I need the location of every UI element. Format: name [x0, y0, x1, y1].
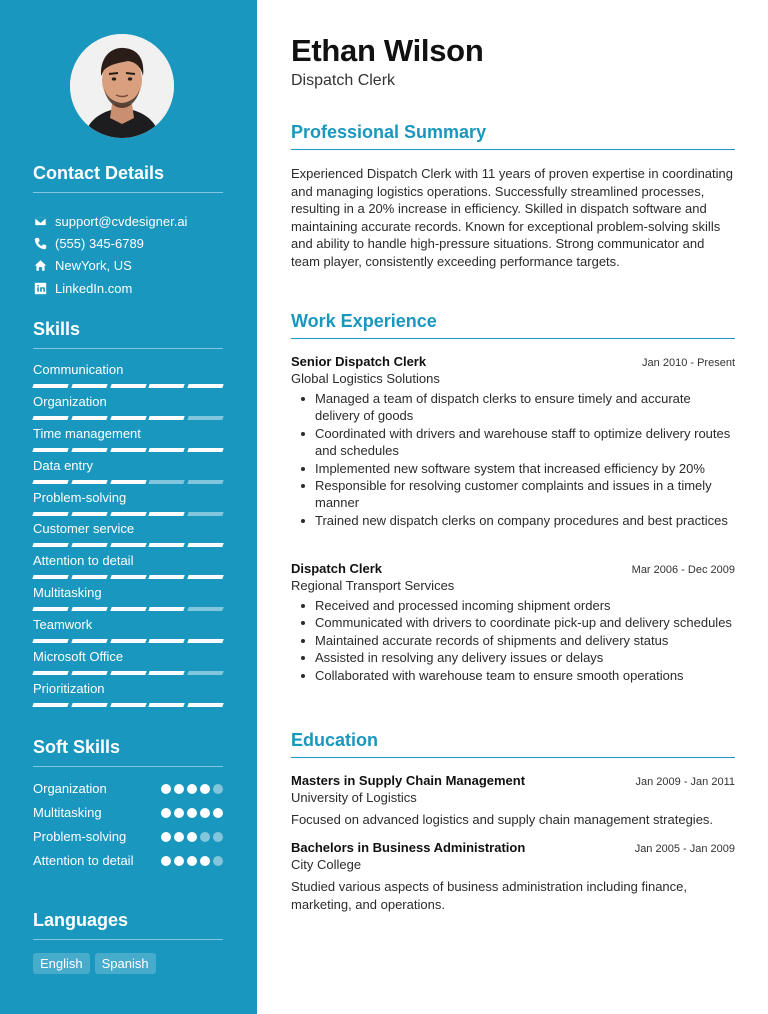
envelope-icon — [33, 214, 47, 228]
contact-text: support@cvdesigner.ai — [55, 213, 188, 229]
rating-dot — [187, 856, 197, 866]
rating-dot — [174, 856, 184, 866]
skill-level-segment — [71, 671, 107, 675]
job-role: Senior Dispatch Clerk — [291, 354, 427, 369]
skill-level-segment — [71, 448, 107, 452]
education-date: Jan 2009 - Jan 2011 — [635, 776, 735, 788]
skill-level-segment — [187, 671, 223, 675]
rating-dot — [213, 784, 223, 794]
skill-level-bar — [33, 384, 223, 388]
skill-level-segment — [32, 512, 68, 516]
education-heading: Education — [291, 730, 735, 758]
contact-text: NewYork, US — [55, 258, 132, 274]
skill-level-segment — [149, 448, 185, 452]
skill-item — [33, 458, 223, 490]
rating-dot — [161, 856, 171, 866]
skill-level-bar — [33, 703, 223, 707]
home-icon — [33, 259, 47, 273]
skill-name: Communication — [33, 362, 124, 377]
skill-level-segment — [149, 384, 185, 388]
skill-name: Attention to detail — [33, 553, 134, 569]
soft-skill-rating — [161, 832, 223, 842]
education-entry — [291, 773, 735, 829]
skill-level-segment — [110, 480, 146, 484]
skill-level-bar — [33, 671, 223, 675]
skill-level-segment — [71, 512, 107, 516]
skill-item — [33, 490, 223, 522]
skill-level-segment — [32, 448, 68, 452]
skills-heading: Skills — [33, 319, 223, 349]
skill-level-segment — [110, 543, 146, 547]
skill-level-segment — [71, 607, 107, 611]
job-company: Global Logistics Solutions — [291, 371, 440, 386]
skill-level-segment — [32, 543, 68, 547]
skill-level-segment — [187, 639, 223, 643]
skills-list — [33, 362, 223, 713]
skill-level-segment — [71, 480, 107, 484]
bullet-item: Assisted in resolving any delivery issues or delays — [291, 649, 735, 666]
soft-skill-rating — [161, 784, 223, 794]
bullet-item: Collaborated with warehouse team to ensure smooth operations — [291, 667, 735, 684]
rating-dot — [200, 832, 210, 842]
skill-level-segment — [71, 416, 107, 420]
skill-level-segment — [71, 384, 107, 388]
rating-dot — [213, 832, 223, 842]
skill-name: Problem-solving — [33, 489, 127, 505]
soft-skill-name: Problem-solving — [33, 829, 127, 844]
language-tag: English — [33, 953, 90, 974]
skill-level-segment — [110, 384, 146, 388]
rating-dot — [187, 784, 197, 794]
job-bullets — [291, 597, 735, 684]
skill-level-segment — [187, 607, 223, 611]
summary-text: Experienced Dispatch Clerk with 11 years of proven expertise in coordinating and managing logistics operations. Successfully streamlined processes, resulting in a 20% increase in efficiency. Skilled in dispatch software and maintaining accurate records. Known for exceptional problem-solving skills and ability to handle high-pressure situations. Strong communicator and team player, consistently exceeding performance targets. — [291, 166, 733, 269]
rating-dot — [187, 808, 197, 818]
skill-level-bar — [33, 607, 223, 611]
skill-level-segment — [110, 448, 146, 452]
skill-level-segment — [110, 512, 146, 516]
bullet-item: Maintained accurate records of shipments and delivery status — [291, 632, 735, 649]
skill-level-segment — [110, 575, 146, 579]
bullet-item: Coordinated with drivers and warehouse staff to optimize delivery routes and schedules — [291, 425, 735, 460]
language-tag: Spanish — [95, 953, 156, 974]
skill-item — [33, 649, 223, 681]
experience-heading: Work Experience — [291, 311, 735, 339]
linkedin-icon — [33, 281, 47, 295]
soft-skill-item — [33, 828, 223, 846]
sidebar — [0, 0, 257, 1014]
skill-level-segment — [32, 607, 68, 611]
candidate-name: Ethan Wilson — [291, 33, 484, 68]
skill-level-bar — [33, 512, 223, 516]
skill-name: Customer service — [33, 521, 135, 537]
soft-skill-item — [33, 780, 223, 798]
education-entry — [291, 840, 735, 913]
skill-level-segment — [32, 703, 68, 707]
rating-dot — [200, 808, 210, 818]
skill-level-segment — [149, 416, 185, 420]
skill-level-segment — [32, 384, 68, 388]
skill-level-segment — [71, 543, 107, 547]
rating-dot — [213, 808, 223, 818]
skill-level-segment — [32, 575, 68, 579]
languages-heading: Languages — [33, 910, 223, 940]
skill-level-segment — [32, 671, 68, 675]
skill-level-segment — [149, 543, 185, 547]
skill-name: Data entry — [33, 457, 93, 473]
rating-dot — [200, 784, 210, 794]
skill-level-segment — [149, 639, 185, 643]
skill-level-segment — [187, 384, 223, 388]
skill-item — [33, 617, 223, 649]
skill-level-segment — [32, 480, 68, 484]
skill-level-segment — [149, 607, 185, 611]
rating-dot — [161, 784, 171, 794]
bullet-item: Received and processed incoming shipment orders — [291, 597, 735, 614]
candidate-title: Dispatch Clerk — [291, 72, 396, 89]
skill-level-segment — [71, 639, 107, 643]
degree-name: Masters in Supply Chain Management — [291, 773, 526, 788]
skill-level-segment — [149, 703, 185, 707]
skill-name: Time management — [33, 425, 141, 441]
contact-phone[interactable] — [33, 232, 233, 254]
bullet-item: Communicated with drivers to coordinate pick-up and delivery schedules — [291, 614, 735, 631]
skill-name: Multitasking — [33, 585, 102, 601]
skill-level-segment — [149, 575, 185, 579]
skill-level-segment — [149, 512, 185, 516]
contact-list — [33, 210, 233, 299]
skill-level-segment — [32, 639, 68, 643]
bullet-item: Trained new dispatch clerks on company procedures and best practices — [291, 512, 735, 529]
languages-list — [33, 953, 156, 974]
education-date: Jan 2005 - Jan 2009 — [634, 843, 735, 855]
skill-level-segment — [71, 575, 107, 579]
contact-text: LinkedIn.com — [55, 280, 133, 296]
skill-level-segment — [110, 703, 146, 707]
soft-skill-name: Multitasking — [33, 805, 102, 820]
rating-dot — [174, 808, 184, 818]
school-name: City College — [291, 857, 362, 872]
rating-dot — [200, 856, 210, 866]
job-bullets — [291, 390, 735, 529]
skill-level-bar — [33, 639, 223, 643]
skill-level-segment — [71, 703, 107, 707]
skill-level-segment — [110, 416, 146, 420]
skill-name: Teamwork — [33, 617, 93, 633]
contact-location — [33, 255, 233, 277]
rating-dot — [174, 784, 184, 794]
job-entry — [291, 354, 735, 529]
contact-email[interactable] — [33, 210, 233, 232]
skill-item — [33, 553, 223, 585]
rating-dot — [161, 832, 171, 842]
skill-level-segment — [110, 639, 146, 643]
skill-name: Organization — [33, 393, 107, 409]
skill-item — [33, 394, 223, 426]
skill-name: Prioritization — [33, 680, 105, 696]
bullet-item: Responsible for resolving customer complaints and issues in a timely manner — [291, 477, 735, 512]
rating-dot — [187, 832, 197, 842]
skill-level-bar — [33, 543, 223, 547]
soft-skill-rating — [161, 808, 223, 818]
job-role: Dispatch Clerk — [291, 561, 383, 576]
education-description: Studied various aspects of business administration including finance, marketing, and operations. — [291, 879, 688, 912]
degree-name: Bachelors in Business Administration — [291, 840, 526, 855]
skill-level-segment — [110, 671, 146, 675]
profile-photo — [70, 34, 174, 138]
bullet-item: Implemented new software system that increased efficiency by 20% — [291, 460, 735, 477]
soft-skill-name: Organization — [33, 781, 107, 796]
summary-heading: Professional Summary — [291, 122, 735, 150]
soft-skills-heading: Soft Skills — [33, 737, 223, 767]
skill-level-segment — [187, 480, 223, 484]
soft-skill-item — [33, 804, 223, 822]
contact-linkedin[interactable] — [33, 277, 233, 299]
job-entry — [291, 561, 735, 684]
skill-item — [33, 362, 223, 394]
contact-text: (555) 345-6789 — [55, 235, 144, 251]
skill-level-bar — [33, 480, 223, 484]
skill-level-bar — [33, 416, 223, 420]
skill-level-segment — [187, 512, 223, 516]
skill-level-segment — [187, 543, 223, 547]
soft-skill-name: Attention to detail — [33, 853, 134, 868]
rating-dot — [213, 856, 223, 866]
school-name: University of Logistics — [291, 790, 417, 805]
skill-level-segment — [187, 703, 223, 707]
skill-level-segment — [110, 607, 146, 611]
job-company: Regional Transport Services — [291, 578, 455, 593]
contact-heading: Contact Details — [33, 163, 223, 193]
skill-level-segment — [32, 416, 68, 420]
bullet-item: Managed a team of dispatch clerks to ensure timely and accurate delivery of goods — [291, 390, 735, 425]
rating-dot — [161, 808, 171, 818]
education-description: Focused on advanced logistics and supply chain management strategies. — [291, 812, 714, 827]
soft-skill-item — [33, 852, 223, 870]
skill-level-segment — [149, 480, 185, 484]
skill-item — [33, 521, 223, 553]
soft-skills-list — [33, 780, 223, 876]
rating-dot — [174, 832, 184, 842]
skill-level-segment — [187, 575, 223, 579]
soft-skill-rating — [161, 856, 223, 866]
phone-icon — [33, 236, 47, 250]
skill-item — [33, 681, 223, 713]
skill-level-segment — [149, 671, 185, 675]
skill-level-segment — [187, 416, 223, 420]
skill-level-bar — [33, 448, 223, 452]
job-date: Jan 2010 - Present — [642, 357, 735, 369]
skill-level-segment — [187, 448, 223, 452]
skill-item — [33, 585, 223, 617]
job-date: Mar 2006 - Dec 2009 — [631, 564, 735, 576]
skill-level-bar — [33, 575, 223, 579]
skill-name: Microsoft Office — [33, 649, 124, 665]
skill-item — [33, 426, 223, 458]
